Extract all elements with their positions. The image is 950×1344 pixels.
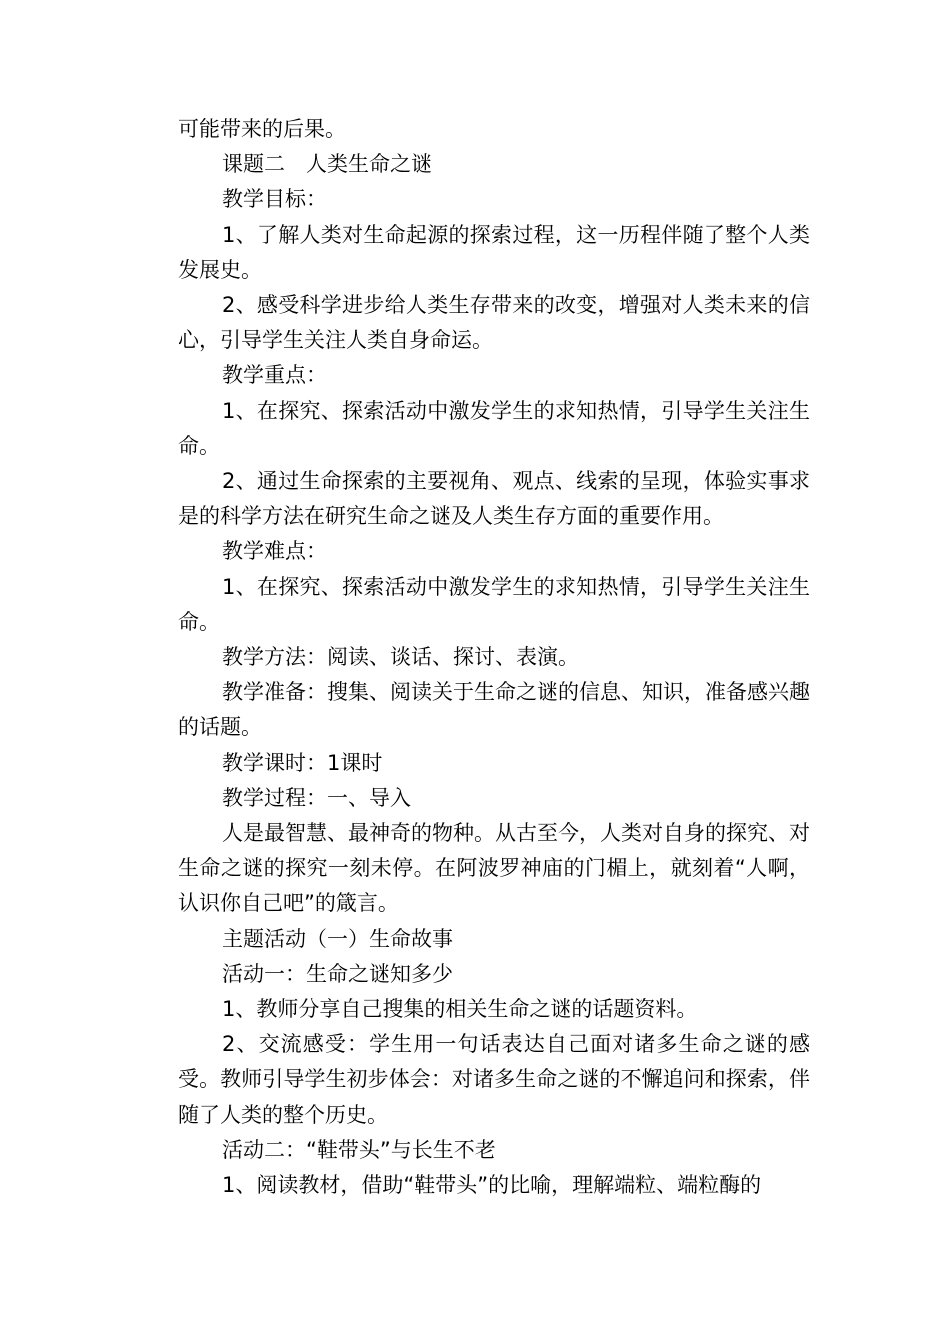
introduction-paragraph: 人是最智慧、最神奇的物种。从古至今，人类对自身的探究、对生命之谜的探究一刻未停。在阿波罗神庙的门楣上，就刻着“人啊，认识你自己吧”的箴言。 <box>178 821 810 916</box>
activity-step: 1、教师分享自己搜集的相关生命之谜的话题资料。 <box>222 997 698 1022</box>
teaching-preparation: 教学准备：搜集、阅读关于生命之谜的信息、知识，准备感兴趣的话题。 <box>178 680 810 740</box>
lesson-title: 课题二 人类生命之谜 <box>222 152 432 177</box>
document-body <box>178 112 810 1203</box>
section-heading-objectives: 教学目标： <box>222 187 327 212</box>
teaching-hours: 教学课时：1课时 <box>222 750 383 775</box>
activity-one-heading: 活动一：生命之谜知多少 <box>222 961 453 986</box>
objective-item: 2、感受科学进步给人类生存带来的改变，增强对人类未来的信心，引导学生关注人类自身命运。 <box>178 293 810 353</box>
activity-step: 1、阅读教材，借助“鞋带头”的比喻，理解端粒、端粒酶的 <box>222 1173 762 1198</box>
difficulty-item: 1、在探究、探索活动中激发学生的求知热情，引导学生关注生命。 <box>178 574 810 634</box>
section-heading-difficulties: 教学难点： <box>222 539 327 564</box>
section-heading-key-points: 教学重点： <box>222 363 327 388</box>
paragraph-continuation: 可能带来的后果。 <box>178 117 346 141</box>
theme-activity-heading: 主题活动（一）生命故事 <box>222 926 453 951</box>
teaching-methods: 教学方法：阅读、谈话、探讨、表演。 <box>222 645 579 670</box>
activity-step: 2、交流感受：学生用一句话表达自己面对诸多生命之谜的感受。教师引导学生初步体会：对诸多生命之谜的不懈追问和探索，伴随了人类的整个历史。 <box>178 1032 810 1127</box>
key-point-item: 2、通过生命探索的主要视角、观点、线索的呈现，体验实事求是的科学方法在研究生命之谜及人类生存方面的重要作用。 <box>178 469 810 529</box>
key-point-item: 1、在探究、探索活动中激发学生的求知热情，引导学生关注生命。 <box>178 398 810 458</box>
teaching-process-heading: 教学过程：一、导入 <box>222 785 411 810</box>
objective-item: 1、了解人类对生命起源的探索过程，这一历程伴随了整个人类发展史。 <box>178 222 810 282</box>
activity-two-heading: 活动二：“鞋带头”与长生不老 <box>222 1137 496 1162</box>
